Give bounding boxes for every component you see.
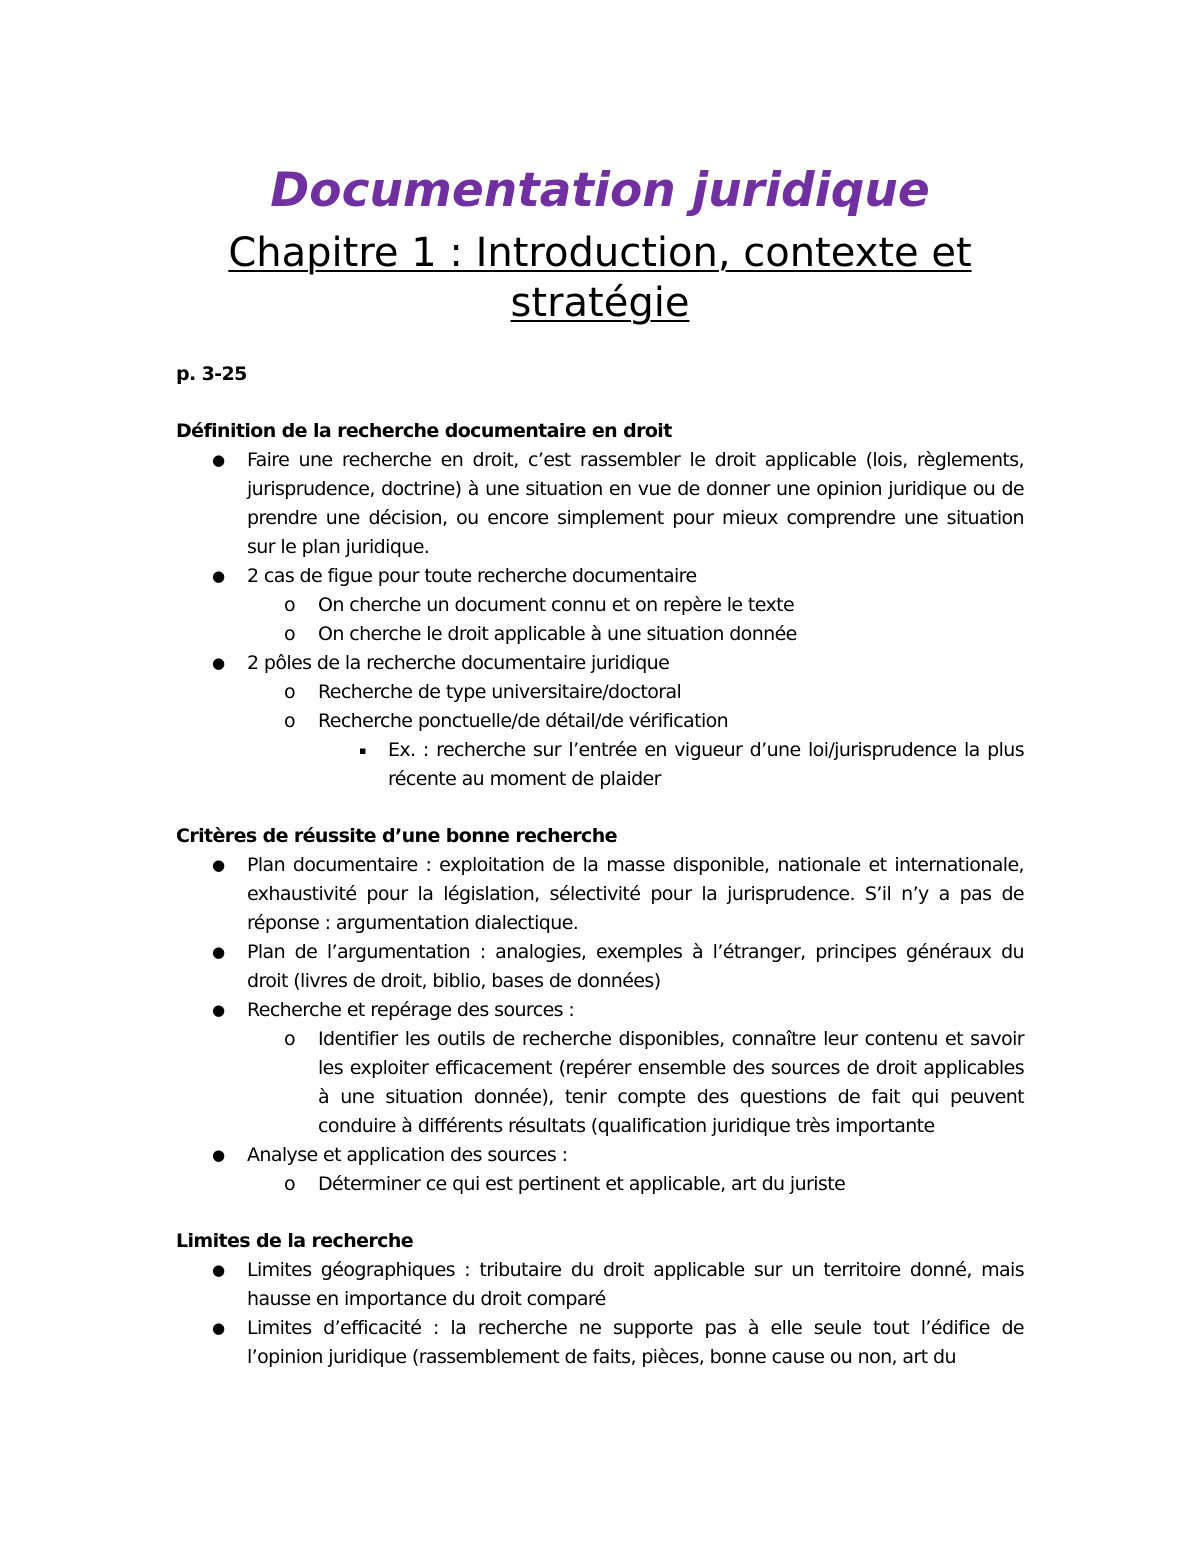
- bullet-list: [176, 1256, 1024, 1372]
- bullet-dot-icon: ●: [212, 1319, 225, 1337]
- bullet-dot-icon: ●: [212, 943, 225, 961]
- bullet-dot-icon: ●: [212, 654, 225, 672]
- list-item-level-2: [176, 678, 1024, 707]
- document-title: Documentation juridique: [270, 163, 930, 218]
- bullet-square-icon: ▪: [359, 744, 366, 757]
- bullet-list: [176, 851, 1024, 1199]
- list-item-level-1: [176, 446, 1024, 562]
- bullet-circle-icon: o: [284, 681, 296, 703]
- bullet-circle-icon: o: [284, 594, 296, 616]
- list-item-text: Identifier les outils de recherche disponibles, connaître leur contenu et savoir les exploiter efficacement (repérer ensemble des sources de droit applicables à une situation donnée), tenir compte des questions de fait qui peuvent conduire à différents résultats (qualification juridique très importante: [318, 1028, 1024, 1137]
- list-item-level-3: [176, 736, 1024, 794]
- section-heading: Définition de la recherche documentaire en droit: [176, 420, 672, 442]
- list-item-level-1: [176, 562, 1024, 591]
- bullet-dot-icon: ●: [212, 856, 225, 874]
- list-item-text: Limites géographiques : tributaire du droit applicable sur un territoire donné, mais hausse en importance du droit comparé: [247, 1259, 1024, 1310]
- list-item-text: 2 cas de figue pour toute recherche documentaire: [247, 565, 697, 587]
- list-item-level-2: [176, 591, 1024, 620]
- list-item-level-2: [176, 620, 1024, 649]
- list-item-text: Ex. : recherche sur l’entrée en vigueur d’une loi/jurisprudence la plus récente au moment de plaider: [388, 739, 1024, 790]
- list-item-level-1: [176, 938, 1024, 996]
- list-item-text: Analyse et application des sources :: [247, 1144, 568, 1166]
- bullet-circle-icon: o: [284, 710, 296, 732]
- list-item-text: Faire une recherche en droit, c’est rassembler le droit applicable (lois, règlements, jurisprudence, doctrine) à une situation en vue de donner une opinion juridique ou de prendre une décision, ou encore simplement pour mieux comprendre une situation sur le plan juridique.: [247, 449, 1024, 558]
- chapter-heading: Chapitre 1 : Introduction, contexte et stratégie: [228, 230, 972, 326]
- list-item-level-1: [176, 1314, 1024, 1372]
- list-item-level-1: [176, 851, 1024, 938]
- list-item-level-1: [176, 1141, 1024, 1170]
- list-item-text: Recherche et repérage des sources :: [247, 999, 575, 1021]
- list-item-level-1: [176, 996, 1024, 1025]
- document-body: [176, 360, 1024, 1372]
- list-item-text: On cherche le droit applicable à une situation donnée: [318, 623, 797, 645]
- list-item-level-1: [176, 1256, 1024, 1314]
- bullet-circle-icon: o: [284, 1028, 296, 1050]
- list-item-text: Plan de l’argumentation : analogies, exemples à l’étranger, principes généraux du droit (livres de droit, biblio, bases de données): [247, 941, 1024, 992]
- section-heading: Limites de la recherche: [176, 1230, 414, 1252]
- list-item-text: On cherche un document connu et on repère le texte: [318, 594, 795, 616]
- section-spacer: [176, 794, 1024, 822]
- list-item-level-1: [176, 649, 1024, 678]
- sections-container: [176, 417, 1024, 1372]
- bullet-list: [176, 446, 1024, 794]
- bullet-circle-icon: o: [284, 1173, 296, 1195]
- list-item-level-2: [176, 1170, 1024, 1199]
- list-item-text: Recherche de type universitaire/doctoral: [318, 681, 682, 703]
- bullet-dot-icon: ●: [212, 1146, 225, 1164]
- list-item-text: 2 pôles de la recherche documentaire juridique: [247, 652, 670, 674]
- list-item-text: Recherche ponctuelle/de détail/de vérification: [318, 710, 729, 732]
- list-item-level-2: [176, 1025, 1024, 1141]
- section-spacer: [176, 1199, 1024, 1227]
- list-item-text: Déterminer ce qui est pertinent et applicable, art du juriste: [318, 1173, 846, 1195]
- page-range: p. 3-25: [176, 363, 247, 385]
- bullet-dot-icon: ●: [212, 1261, 225, 1279]
- bullet-dot-icon: ●: [212, 1001, 225, 1019]
- bullet-dot-icon: ●: [212, 451, 225, 469]
- bullet-circle-icon: o: [284, 623, 296, 645]
- list-item-level-2: [176, 707, 1024, 736]
- section-heading: Critères de réussite d’une bonne recherche: [176, 825, 617, 847]
- bullet-dot-icon: ●: [212, 567, 225, 585]
- list-item-text: Limites d’efficacité : la recherche ne supporte pas à elle seule tout l’édifice de l’opinion juridique (rassemblement de faits, pièces, bonne cause ou non, art du: [247, 1317, 1024, 1368]
- list-item-text: Plan documentaire : exploitation de la masse disponible, nationale et internationale, exhaustivité pour la législation, sélectivité pour la jurisprudence. S’il n’y a pas de réponse : argumentation dialectique.: [247, 854, 1024, 934]
